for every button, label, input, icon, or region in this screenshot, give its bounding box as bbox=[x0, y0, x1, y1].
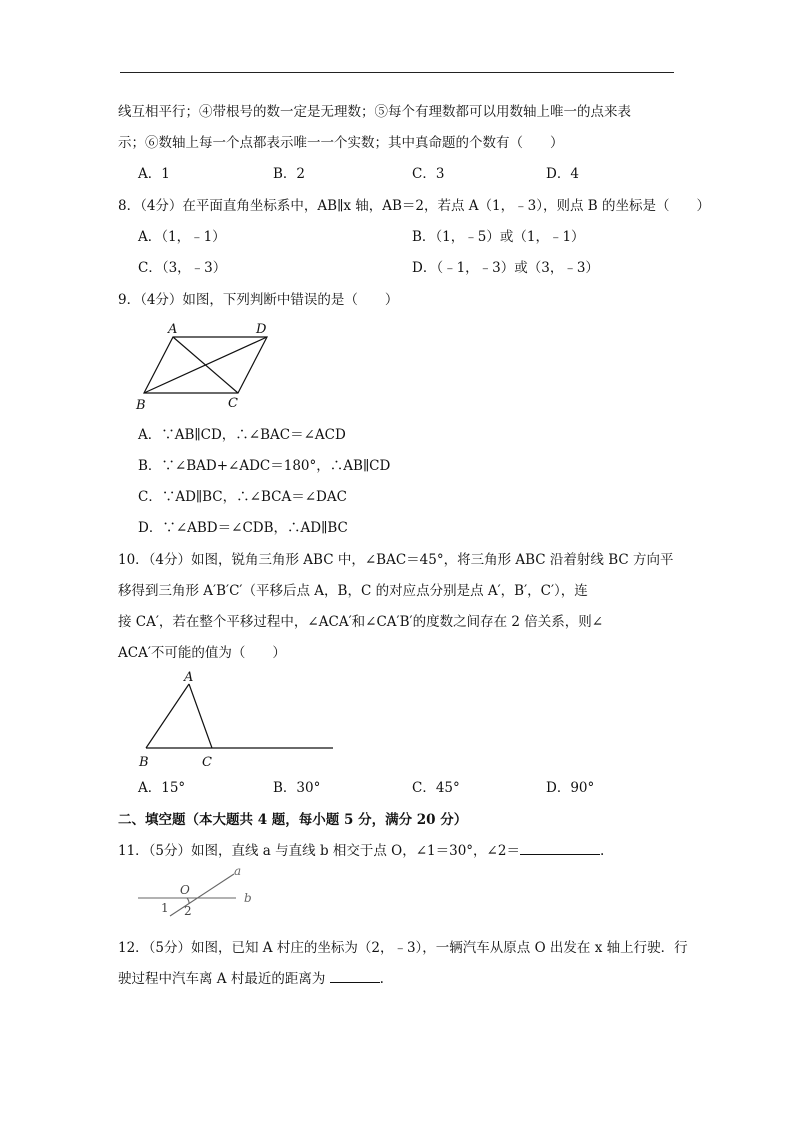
section2-heading-text: 二、填空题（本大题共 4 题，每小题 5 分，满分 20 分） bbox=[118, 812, 468, 828]
q12-answer-blank[interactable] bbox=[330, 970, 380, 983]
q7-option-c: C．3 bbox=[412, 166, 445, 182]
q7-line2: 示；⑥数轴上每一个点都表示唯一一个实数；其中真命题的个数有（ ） bbox=[118, 135, 564, 151]
q9-label-b: B bbox=[136, 398, 146, 413]
q11-label-2: 2 bbox=[184, 904, 192, 918]
q10-option-b: B．30° bbox=[273, 780, 321, 796]
q7-line1: 线互相平行；④带根号的数一定是无理数；⑤每个有理数都可以用数轴上唯一的点来表 bbox=[118, 104, 631, 120]
q9-label-c: C bbox=[228, 396, 238, 411]
q11-intersecting-lines-figure bbox=[130, 862, 265, 917]
q12-line1: 12．（5分）如图，已知 A 村庄的坐标为（2，﹣3），一辆汽车从原点 O 出发在 x 轴上行驶．行 bbox=[118, 940, 688, 956]
q10-triangle-figure bbox=[130, 668, 340, 773]
q11-stem-text: 11．（5分）如图，直线 a 与直线 b 相交于点 O，∠1＝30°，∠2＝ bbox=[118, 843, 520, 859]
q7-option-a: A．1 bbox=[138, 166, 170, 182]
q12-line2 bbox=[118, 970, 384, 988]
q10-option-a: A．15° bbox=[138, 780, 186, 796]
q7-option-b: B．2 bbox=[273, 166, 306, 182]
q10-side-ac bbox=[189, 684, 212, 748]
q9-diagonal-bd bbox=[144, 337, 267, 393]
q9-option-a: A．∵AB∥CD，∴∠BAC＝∠ACD bbox=[138, 427, 346, 443]
q10-line1: 10．（4分）如图，锐角三角形 ABC 中，∠BAC＝45°，将三角形 ABC 沿着射线 BC 方向平 bbox=[118, 552, 674, 568]
q10-side-ab bbox=[146, 684, 189, 748]
q9-parallelogram-figure bbox=[130, 318, 280, 413]
q11-label-1: 1 bbox=[161, 901, 169, 915]
q10-label-b: B bbox=[139, 755, 149, 770]
q9-option-d: D．∵∠ABD＝∠CDB，∴AD∥BC bbox=[138, 520, 348, 536]
q10-line3: 接 CA′，若在整个平移过程中，∠ACA′和∠CA′B′的度数之间存在 2 倍关系，则∠ bbox=[118, 614, 604, 630]
q10-line4: ACA′不可能的值为（ ） bbox=[118, 645, 286, 661]
q10-option-d: D．90° bbox=[546, 780, 595, 796]
q11-label-o: O bbox=[180, 883, 190, 897]
q9-option-b: B．∵∠BAD+∠ADC＝180°，∴AB∥CD bbox=[138, 458, 391, 474]
q9-option-c: C．∵AD∥BC，∴∠BCA＝∠DAC bbox=[138, 489, 347, 505]
section2-heading bbox=[118, 811, 467, 829]
q8-option-b: B．（1，﹣5）或（1，﹣1） bbox=[412, 229, 585, 245]
q9-label-d: D bbox=[256, 322, 267, 337]
q11-stem-end: . bbox=[599, 843, 605, 859]
q10-option-c: C．45° bbox=[412, 780, 460, 796]
q12-line2-text: 驶过程中汽车离 A 村最近的距离为 bbox=[118, 971, 326, 987]
header-rule bbox=[120, 72, 674, 73]
q11-answer-blank[interactable] bbox=[520, 842, 600, 855]
q9-stem: 9．（4分）如图，下列判断中错误的是（ ） bbox=[118, 292, 399, 308]
q11-label-a: a bbox=[234, 864, 242, 878]
q8-option-c: C．（3，﹣3） bbox=[138, 260, 227, 276]
q10-line2: 移得到三角形 A′B′C′（平移后点 A，B，C 的对应点分别是点 A′，B′，C′），连 bbox=[118, 583, 588, 599]
q9-label-a: A bbox=[168, 322, 178, 337]
q11-label-b: b bbox=[244, 891, 252, 905]
q10-label-c: C bbox=[202, 755, 212, 770]
q8-option-d: D．（﹣1，﹣3）或（3，﹣3） bbox=[412, 260, 599, 276]
q10-label-a: A bbox=[184, 670, 194, 685]
q7-option-d: D．4 bbox=[546, 166, 579, 182]
q12-line2-end: . bbox=[379, 971, 384, 987]
q11-stem bbox=[118, 842, 604, 860]
q8-stem: 8．（4分）在平面直角坐标系中，AB∥x 轴，AB＝2，若点 A（1，﹣3），则点 B 的坐标是（ ） bbox=[118, 198, 710, 214]
q8-option-a: A．（1，﹣1） bbox=[138, 229, 226, 245]
